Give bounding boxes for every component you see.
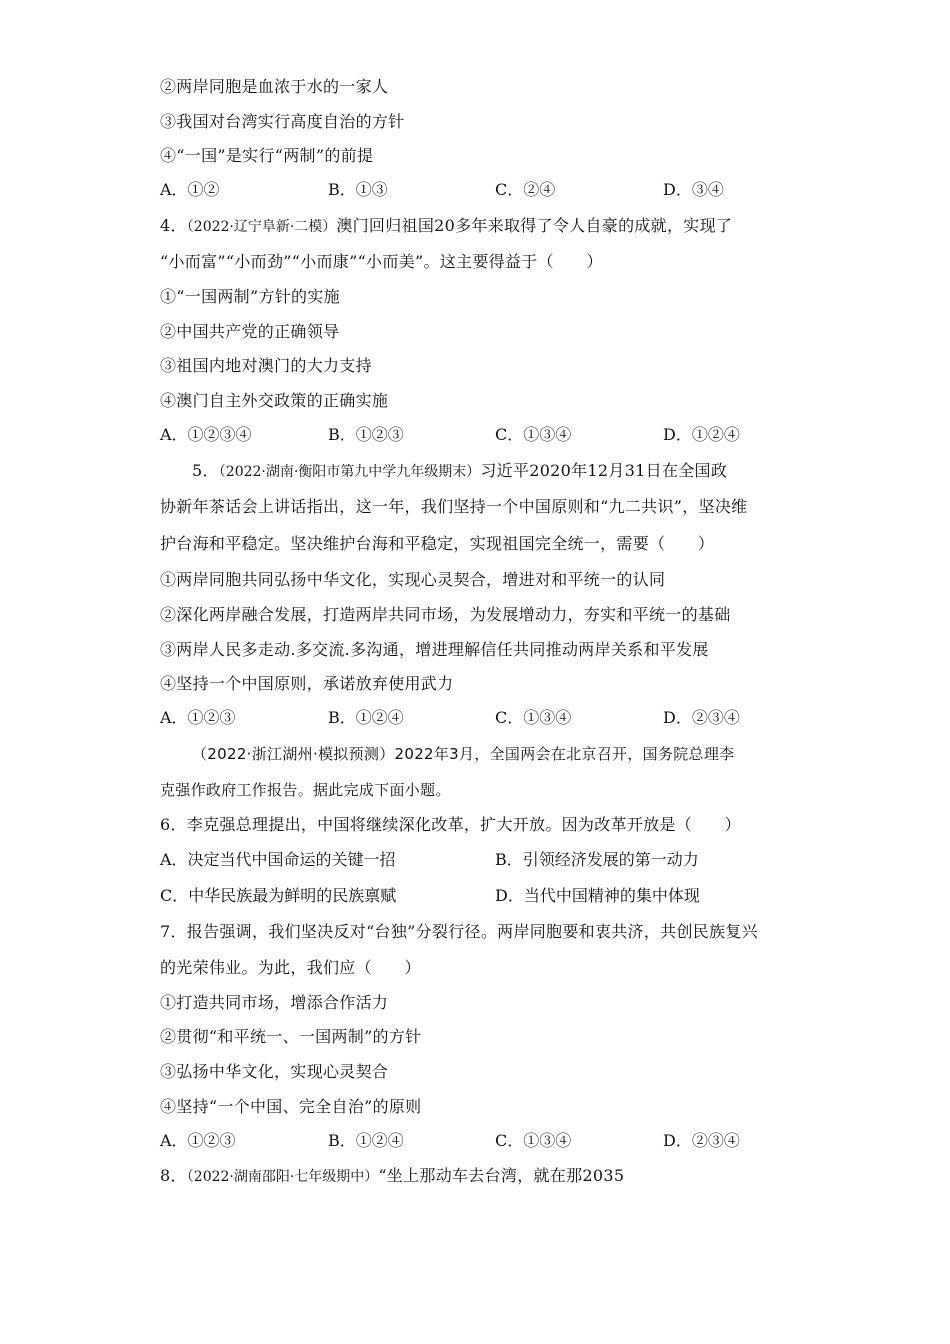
q4-stem-line-2: “小而富”“小而劲”“小而康”“小而美”。这主要得益于（ ） <box>160 252 603 271</box>
q4-option-b: B．①②③ <box>328 425 404 444</box>
group-intro-line-2: 克强作政府工作报告。据此完成下面小题。 <box>160 781 451 799</box>
q4-item-1: ①“一国两制”方针的实施 <box>160 287 340 306</box>
q5-option-c: C．①③④ <box>495 708 572 727</box>
q5-option-d: D．②③④ <box>663 708 740 727</box>
q8-source: （2022·湖南邵阳·七年级期中） <box>186 1169 379 1185</box>
q4-option-d: D．①②④ <box>663 425 740 444</box>
q7-item-1: ①打造共同市场，增添合作活力 <box>160 993 389 1012</box>
q5-stem-line-3: 护台海和平稳定。坚决维护台海和平稳定，实现祖国完全统一，需要（ ） <box>160 534 715 553</box>
q4-item-4: ④澳门自主外交政策的正确实施 <box>160 391 389 410</box>
q5-source: （2022·湖南·衡阳市第九中学九年级期末） <box>218 464 481 480</box>
q7-item-2: ②贯彻“和平统一、一国两制”的方针 <box>160 1027 422 1046</box>
q7-option-a: A．①②③ <box>160 1131 236 1150</box>
q3-option-d: D．③④ <box>663 180 724 199</box>
q7-option-b: B．①②④ <box>328 1131 404 1150</box>
q4-option-c: C．①③④ <box>495 425 572 444</box>
q4-item-3: ③祖国内地对澳门的大力支持 <box>160 356 372 375</box>
q5-option-a: A．①②③ <box>160 708 236 727</box>
group-intro-line-1: （2022·浙江湖州·模拟预测）2022年3月，全国两会在北京召开，国务院总理李 <box>192 745 735 763</box>
q4-item-2: ②中国共产党的正确领导 <box>160 322 340 341</box>
q7-option-d: D．②③④ <box>663 1131 740 1150</box>
q7-stem-line-1: 7．报告强调，我们坚决反对“台独”分裂行径。两岸同胞要和衷共济，共创民族复兴 <box>160 922 758 941</box>
q6-option-d: D．当代中国精神的集中体现 <box>495 886 700 905</box>
q5-stem-line-2: 协新年茶话会上讲话指出，这一年，我们坚持一个中国原则和“九二共识”，坚决维 <box>160 497 748 516</box>
q7-option-c: C．①③④ <box>495 1131 572 1150</box>
q7-stem-line-2: 的光荣伟业。为此，我们应（ ） <box>160 958 421 977</box>
q4-source: （2022·辽宁阜新·二模） <box>186 219 337 235</box>
q6-option-b: B．引领经济发展的第一动力 <box>495 850 699 869</box>
q8-number: 8． <box>160 1166 187 1185</box>
q5-number: 5． <box>192 461 219 480</box>
q5-item-4: ④坚持一个中国原则，承诺放弃使用武力 <box>160 674 454 693</box>
q8-stem-line-1 <box>160 1166 624 1187</box>
q3-item-4: ④“一国”是实行“两制”的前提 <box>160 146 374 165</box>
q3-option-c: C．②④ <box>495 180 556 199</box>
q5-option-b: B．①②④ <box>328 708 404 727</box>
q6-option-a: A．决定当代中国命运的关键一招 <box>160 850 396 869</box>
q8-stem: “坐上那动车去台湾，就在那2035 <box>378 1166 625 1185</box>
q5-item-3: ③两岸人民多走动.多交流.多沟通，增进理解信任共同推动两岸关系和平发展 <box>160 640 709 659</box>
q5-item-1: ①两岸同胞共同弘扬中华文化，实现心灵契合，增进对和平统一的认同 <box>160 570 666 589</box>
q3-item-2: ②两岸同胞是血浓于水的一家人 <box>160 77 389 96</box>
q4-number: 4． <box>160 216 187 235</box>
q3-option-a: A．①② <box>160 180 220 199</box>
q7-item-3: ③弘扬中华文化，实现心灵契合 <box>160 1062 389 1081</box>
q6-option-c: C．中华民族最为鲜明的民族禀赋 <box>160 886 397 905</box>
q5-item-2: ②深化两岸融合发展，打造两岸共同市场，为发展增动力，夯实和平统一的基础 <box>160 605 731 624</box>
q6-stem: 6．李克强总理提出，中国将继续深化改革，扩大开放。因为改革开放是（ ） <box>160 815 741 834</box>
q4-stem-line-1 <box>160 216 732 237</box>
q4-option-a: A．①②③④ <box>160 425 252 444</box>
q5-stem-a: 习近平2020年12月31日在全国政 <box>480 461 728 480</box>
q4-stem-a: 澳门回归祖国20多年来取得了令人自豪的成就，实现了 <box>336 216 733 235</box>
q3-option-b: B．①③ <box>328 180 388 199</box>
q7-item-4: ④坚持“一个中国、完全自治”的原则 <box>160 1097 422 1116</box>
q5-stem-line-1 <box>192 461 727 482</box>
q3-item-3: ③我国对台湾实行高度自治的方针 <box>160 112 405 131</box>
